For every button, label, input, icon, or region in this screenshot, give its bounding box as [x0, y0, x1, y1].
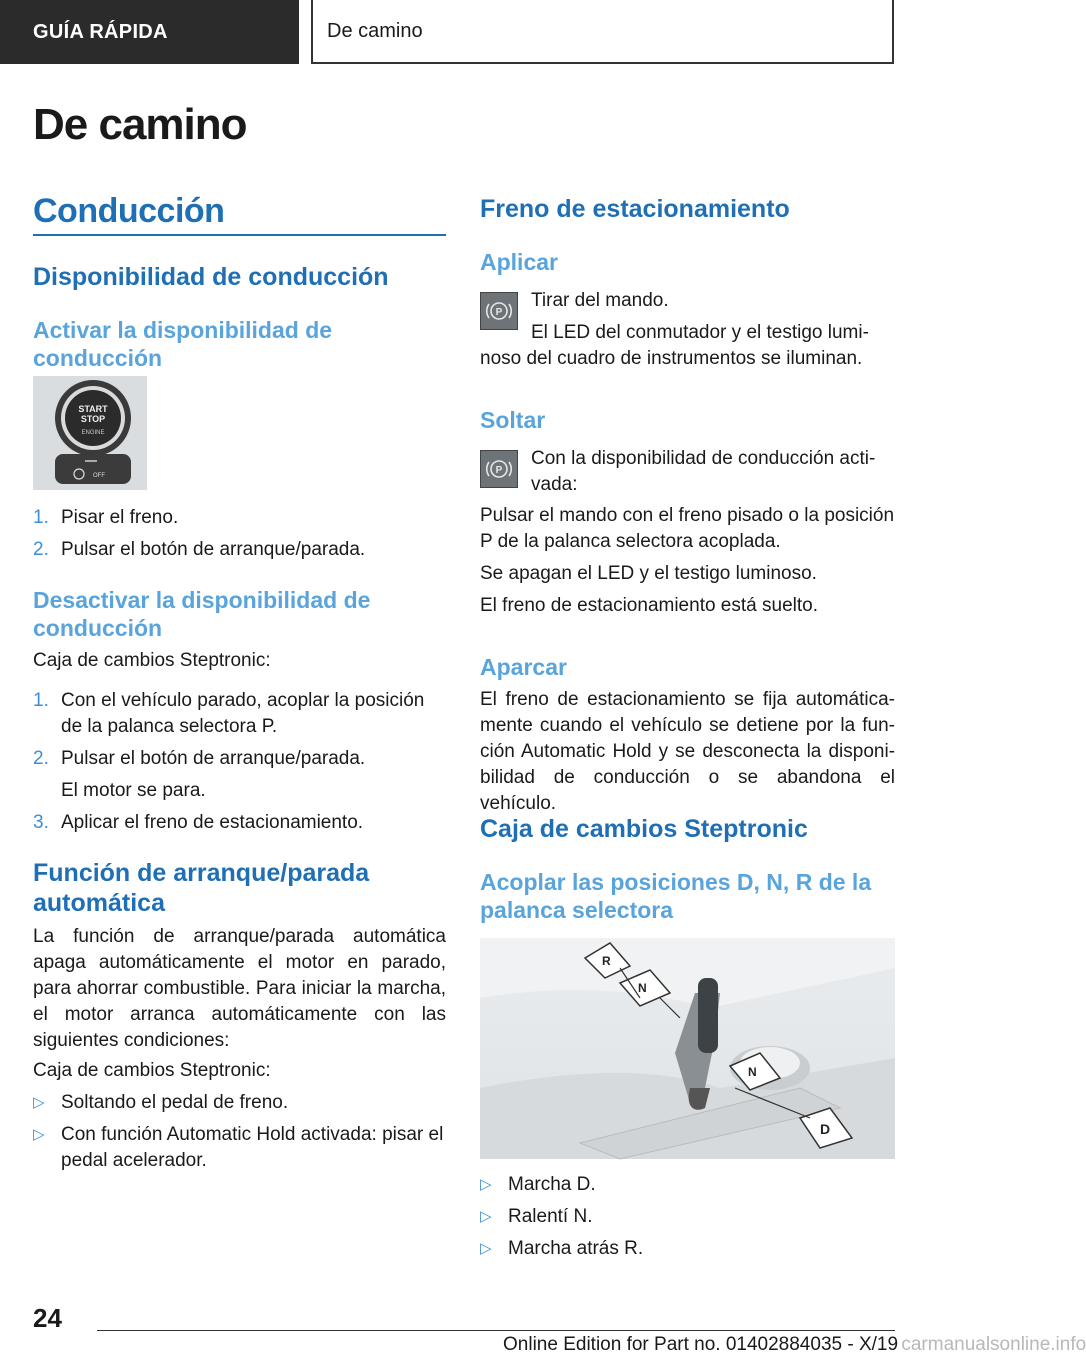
header-chapter-tab — [311, 0, 894, 64]
bullet-triangle-icon: ▷ — [480, 1208, 492, 1225]
apply-line2: El LED del conmutador y el testigo luminoso del cuadro de instrumentos se iluminan. — [480, 322, 869, 369]
bullet-text: Marcha atrás R. — [508, 1238, 644, 1259]
list-item — [480, 1204, 895, 1230]
step-number: 2. — [33, 539, 49, 560]
bullet-text: Soltando el pedal de freno. — [61, 1092, 289, 1113]
bullet-triangle-icon: ▷ — [480, 1176, 492, 1193]
release-line1: Con la disponibilidad de conducción activada: — [531, 448, 876, 495]
heading-acoplar: Acoplar las posiciones D, N, R de la palanca selectora — [480, 869, 872, 923]
heading-freno-estacionamiento: Freno de estacionamiento — [480, 195, 790, 223]
release-para3: El freno de estacionamiento está suelto. — [480, 595, 818, 616]
svg-text:P: P — [495, 465, 503, 476]
heading-activar: Activar la disponibilidad de conducción — [33, 317, 333, 371]
list-item — [33, 778, 446, 804]
gear-r-label: R — [602, 954, 611, 968]
parking-brake-icon — [480, 450, 518, 488]
start-stop-button-image — [33, 376, 147, 490]
release-para1: Pulsar el mando con el freno pisado o la posición P de la palanca selectora acoplada. — [480, 505, 895, 552]
svg-text:P: P — [495, 307, 503, 318]
bullet-triangle-icon: ▷ — [33, 1126, 45, 1143]
step-text: El motor se para. — [61, 780, 206, 801]
page-number: 24 — [33, 1303, 62, 1333]
autostart-paragraph: La función de arranque/parada automática apaga automáticamente el motor en parado, para ahorrar combustible. Para iniciar la marcha, el motor arranca automáticamente con las siguientes condiciones: — [33, 926, 446, 1051]
gear-selector-image — [480, 938, 895, 1159]
heading-aplicar: Aplicar — [480, 249, 558, 275]
engine-label: ENGINE — [81, 430, 105, 436]
autostart-intro: Caja de cambios Steptronic: — [33, 1060, 271, 1081]
edition-footer — [503, 1334, 1086, 1356]
heading-desactivar: Desactivar la disponibilidad de conducción — [33, 587, 371, 641]
page-title: De camino — [33, 100, 247, 149]
list-item — [33, 810, 446, 836]
start-label: START — [78, 404, 108, 414]
edition-text: Online Edition for Part no. 01402884035 - X/19 — [503, 1334, 899, 1355]
apply-line1: Tirar del mando. — [531, 290, 669, 311]
step-text: Aplicar el freno de estacionamiento. — [61, 812, 364, 833]
section-rule — [33, 234, 446, 236]
list-item — [33, 505, 446, 531]
step-text: Pulsar el botón de arranque/parada. — [61, 539, 366, 560]
gear-d-label: D — [820, 1121, 831, 1137]
list-item — [33, 1090, 446, 1116]
step-number: 1. — [33, 690, 49, 711]
list-item — [33, 1122, 446, 1174]
gear-n-label: N — [638, 981, 647, 995]
deactivate-steps-list — [33, 688, 446, 836]
deactivate-intro: Caja de cambios Steptronic: — [33, 650, 271, 671]
header-chapter-label: De camino — [327, 19, 423, 42]
list-item — [33, 688, 446, 740]
activate-steps-list — [33, 505, 446, 563]
list-item — [480, 1236, 895, 1262]
heading-disponibilidad: Disponibilidad de conducción — [33, 263, 389, 291]
heading-aparcar: Aparcar — [480, 654, 567, 680]
step-text: Pisar el freno. — [61, 507, 179, 528]
bullet-triangle-icon: ▷ — [33, 1094, 45, 1111]
step-number: 2. — [33, 748, 49, 769]
heading-arranque-parada: Función de arranque/parada automática — [33, 859, 370, 917]
header-section-label: GUÍA RÁPIDA — [33, 20, 168, 43]
step-number: 3. — [33, 812, 49, 833]
list-item — [33, 746, 446, 772]
off-label: OFF — [93, 473, 105, 479]
step-text: Con el vehículo parado, acoplar la posición de la palanca selectora P. — [61, 690, 425, 737]
watermark: carmanualsonline.info — [901, 1334, 1086, 1355]
heading-caja-cambios: Caja de cambios Steptronic — [480, 815, 808, 843]
gear-bullets — [480, 1172, 895, 1262]
autostart-bullets — [33, 1090, 446, 1174]
release-para2: Se apagan el LED y el testigo luminoso. — [480, 563, 817, 584]
step-number — [33, 778, 61, 804]
bullet-triangle-icon: ▷ — [480, 1240, 492, 1257]
step-number: 1. — [33, 507, 49, 528]
bullet-text: Marcha D. — [508, 1174, 596, 1195]
heading-soltar: Soltar — [480, 407, 546, 433]
list-item — [480, 1172, 895, 1198]
park-paragraph: El freno de estacionamiento se fija automáticamente cuando el vehículo se detiene por la función Automatic Hold y se desconecta la disponibilidad de conducción o se abandona el vehículo. — [480, 689, 895, 814]
bullet-text: Con función Automatic Hold activada: pisar el pedal acelerador. — [61, 1124, 444, 1171]
header-section-tab — [0, 0, 299, 64]
footer-rule — [97, 1330, 895, 1331]
section-heading-conduccion: Conducción — [33, 192, 225, 230]
list-item — [33, 537, 446, 563]
gear-n2-label: N — [748, 1065, 757, 1079]
step-text: Pulsar el botón de arranque/parada. — [61, 748, 366, 769]
bullet-text: Ralentí N. — [508, 1206, 593, 1227]
stop-label: STOP — [80, 414, 106, 424]
